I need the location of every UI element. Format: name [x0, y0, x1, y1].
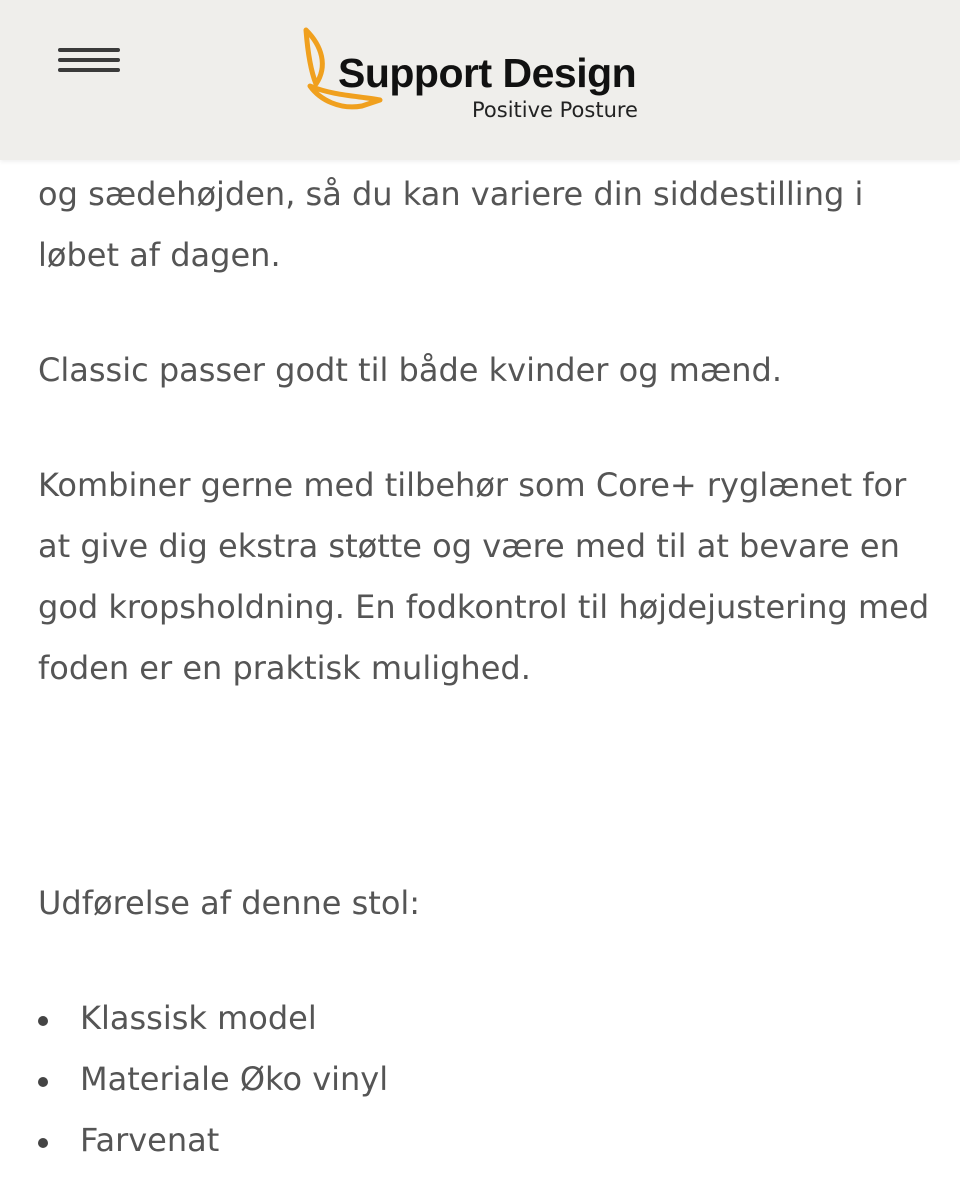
spec-list	[38, 988, 938, 1171]
paragraph: og sædehøjden, så du kan variere din siddestilling i løbet af dagen.	[38, 175, 864, 274]
paragraph: Kombiner gerne med tilbehør som Core+ ryglænet for at give dig ekstra støtte og være med til at bevare en god kropsholdning. En fodkontrol til højdejustering med foden er en praktisk mulighed.	[38, 466, 930, 687]
spec-heading: Udførelse af denne stol:	[38, 884, 421, 922]
hamburger-menu-button[interactable]	[58, 46, 120, 74]
list-item: Materiale Øko vinyl	[38, 1049, 938, 1110]
product-description	[38, 164, 938, 1171]
logo-tagline: Positive Posture	[472, 98, 638, 122]
paragraph: Classic passer godt til både kvinder og mænd.	[38, 351, 783, 389]
list-item: Farvenat	[38, 1110, 938, 1171]
logo[interactable]	[300, 26, 670, 126]
site-header	[0, 0, 960, 160]
menu-line	[58, 68, 120, 72]
menu-line	[58, 58, 120, 62]
menu-line	[58, 48, 120, 52]
list-item: Klassisk model	[38, 988, 938, 1049]
logo-brand-name: Support Design	[338, 50, 637, 96]
